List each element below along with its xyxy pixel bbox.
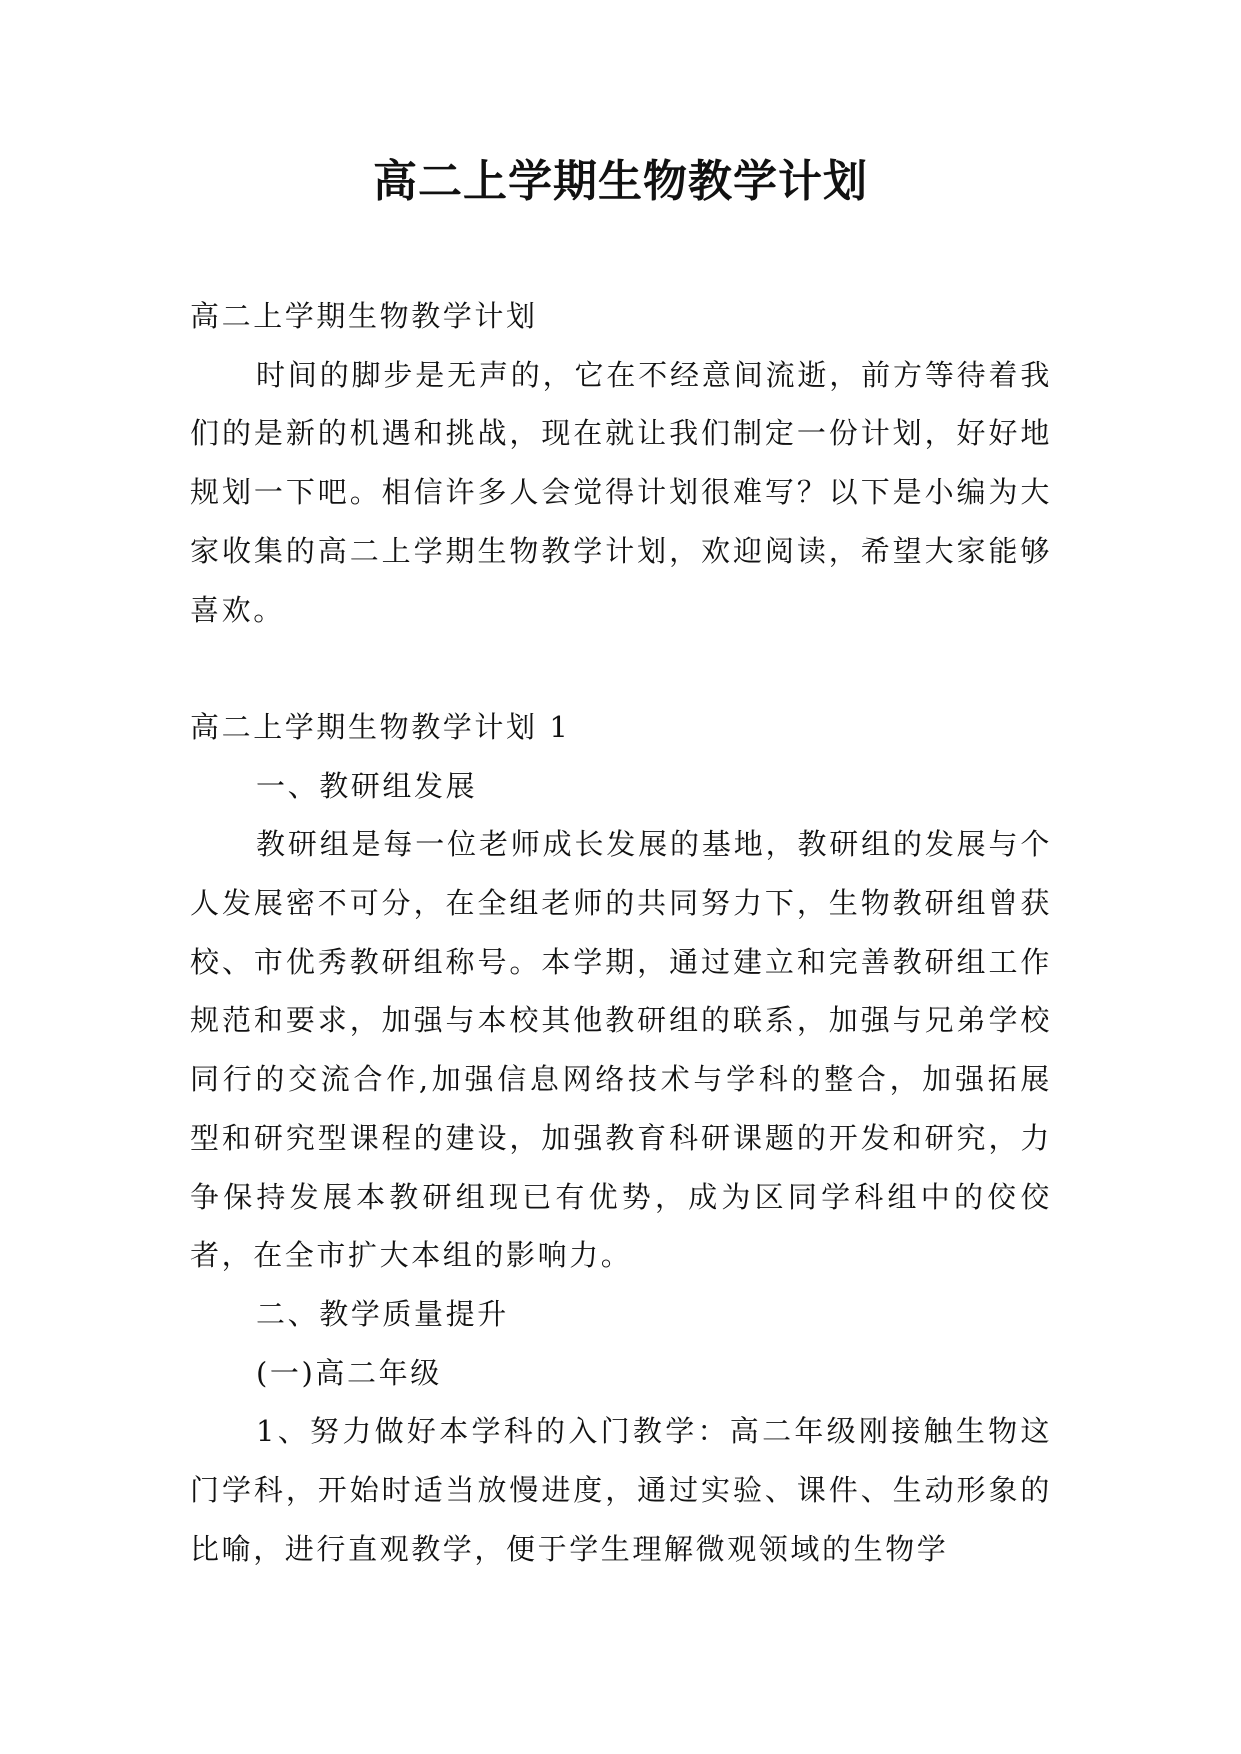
part1-heading: 一、教研组发展 <box>256 768 478 803</box>
part1-paragraph: 教研组是每一位老师成长发展的基地，教研组的发展与个人发展密不可分，在全组老师的共同努力下，生物教研组曾获校、市优秀教研组称号。本学期，通过建立和完善教研组工作规范和要求，加强与本校其他教研组的联系，加强与兄弟学校同行的交流合作,加强信息网络技术与学科的整合，加强拓展型和研究型课程的建设，加强教育科研课题的开发和研究，力争保持发展本教研组现已有优势，成为区同学科组中的佼佼者，在全市扩大本组的影响力。 <box>190 827 1052 1273</box>
part2-subheading: (一)高二年级 <box>256 1355 442 1390</box>
subtitle: 高二上学期生物教学计划 <box>190 299 538 333</box>
document-body <box>190 287 1052 1578</box>
section-heading: 高二上学期生物教学计划 1 <box>190 709 571 744</box>
paragraph-gap <box>190 639 1052 698</box>
intro-paragraph: 时间的脚步是无声的，它在不经意间流逝，前方等待着我们的是新的机遇和挑战，现在就让我们制定一份计划，好好地规划一下吧。相信许多人会觉得计划很难写？以下是小编为大家收集的高二上学期生物教学计划，欢迎阅读，希望大家能够喜欢。 <box>190 357 1052 627</box>
item1-paragraph: 1、努力做好本学科的入门教学：高二年级刚接触生物这门学科，开始时适当放慢进度，通过实验、课件、生动形象的比喻，进行直观教学，便于学生理解微观领域的生物学 <box>190 1414 1052 1566</box>
document-title: 高二上学期生物教学计划 <box>373 156 868 207</box>
part2-heading: 二、教学质量提升 <box>256 1296 509 1331</box>
